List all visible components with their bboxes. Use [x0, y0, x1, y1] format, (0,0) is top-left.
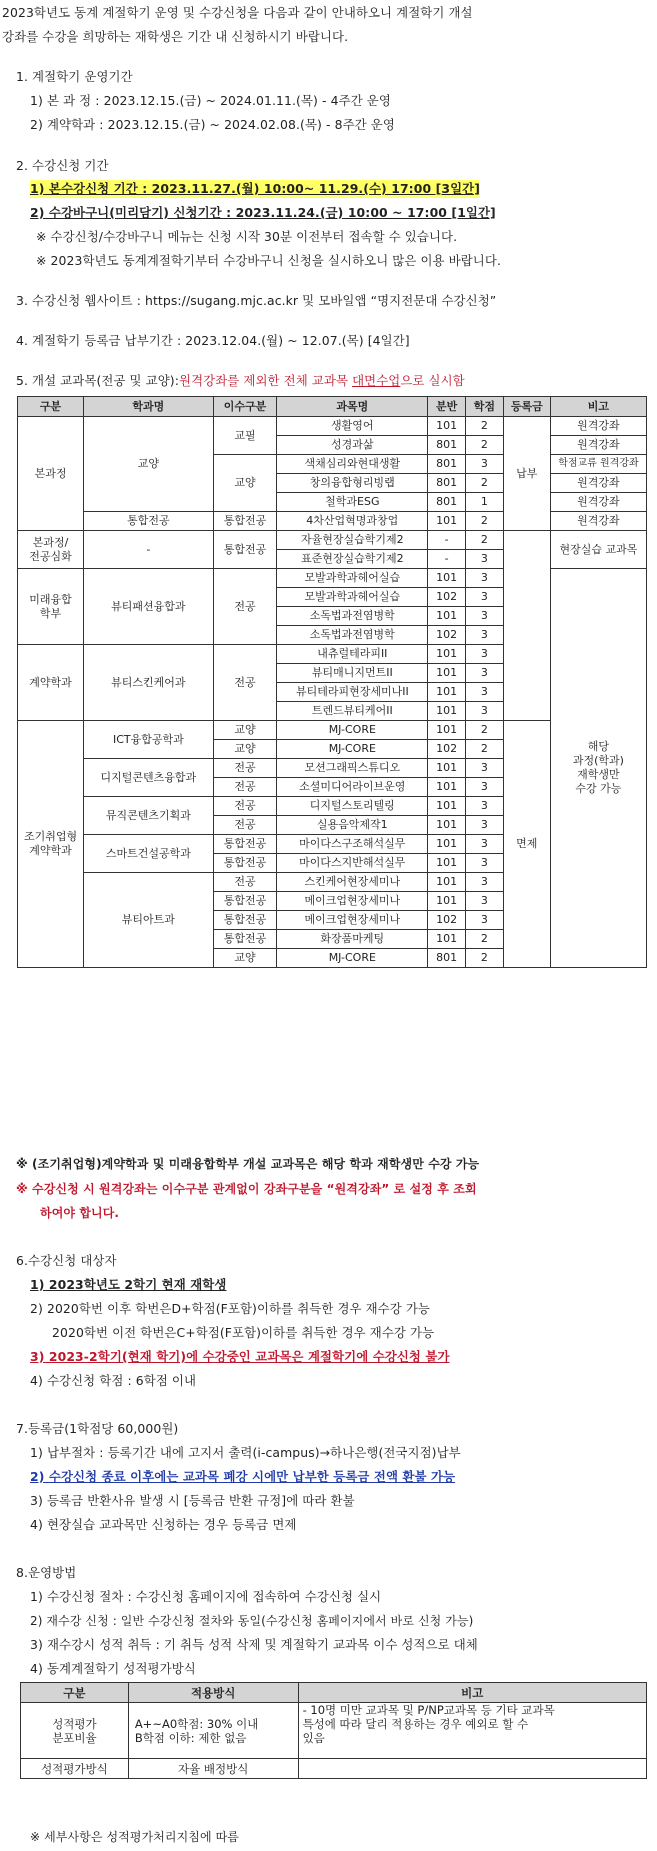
- section-7-item-4: 4) 현장실습 교과목만 신청하는 경우 등록금 면제: [30, 1517, 297, 1532]
- cell-credit: 3: [465, 816, 503, 835]
- cell-credit: 2: [465, 740, 503, 759]
- cell-dept: 스마트건설공학과: [84, 835, 214, 873]
- cell-isu: 전공: [213, 645, 277, 721]
- cell-course: 소셜미디어라이브운영: [277, 778, 428, 797]
- cell-credit: 3: [465, 759, 503, 778]
- th-gubun: 구분: [18, 397, 84, 417]
- cell-course: 색채심리와현대생활: [277, 455, 428, 474]
- section-4-payment: 4. 계절학기 등록금 납부기간 : 2023.12.04.(월) ~ 12.07.(목) [4일간]: [16, 333, 410, 348]
- cell-course: 4차산업혁명과창업: [277, 512, 428, 531]
- cell-isu: 교양: [213, 949, 277, 968]
- cell-credit: 2: [465, 512, 503, 531]
- cell-course: 화장품마케팅: [277, 930, 428, 949]
- th-dept: 학과명: [84, 397, 214, 417]
- cell-gubun: 조기취업형 계약학과: [18, 721, 84, 968]
- cell-dept: ICT융합공학과: [84, 721, 214, 759]
- section-2-title: 2. 수강신청 기간: [16, 158, 109, 173]
- section-1-item-1: 1) 본 과 정 : 2023.12.15.(금) ~ 2024.01.11.(목) - 4주간 운영: [30, 93, 391, 108]
- cell-ban: 101: [428, 854, 466, 873]
- cell-course: 창의융합형리빙랩: [277, 474, 428, 493]
- cell-isu: 전공: [213, 816, 277, 835]
- section-3-website: 3. 수강신청 웹사이트 : https://sugang.mjc.ac.kr 및 모바일앱 “명지전문대 수강신청”: [16, 293, 497, 308]
- cell-ban: 101: [428, 816, 466, 835]
- th-note: 비고: [298, 1683, 646, 1703]
- cell-credit: 2: [465, 436, 503, 455]
- cell-course: 모발과학과헤어실습: [277, 569, 428, 588]
- cell-ban: 102: [428, 740, 466, 759]
- cell-isu: 통합전공: [213, 512, 277, 531]
- section-7-item-1: 1) 납부절차 : 등록기간 내에 고지서 출력(i-campus)→하나은행(전국지점)납부: [30, 1445, 461, 1460]
- section-6-item-3: 3) 2023-2학기(현재 학기)에 수강중인 교과목은 계절학기에 수강신청 불가: [30, 1349, 450, 1364]
- cell-course: 모션그래픽스튜디오: [277, 759, 428, 778]
- cell-course: 소독법과전염병학: [277, 607, 428, 626]
- section-2-note-2: ※ 2023학년도 동계계절학기부터 수강바구니 신청을 실시하오니 많은 이용 바랍니다.: [36, 253, 501, 268]
- cell-dept: 통합전공: [84, 512, 214, 531]
- cell-credit: 2: [465, 721, 503, 740]
- cell-dept: 교양: [84, 417, 214, 512]
- cell-credit: 3: [465, 550, 503, 569]
- cell-ban: 801: [428, 949, 466, 968]
- section-1-item-2: 2) 계약학과 : 2023.12.15.(금) ~ 2024.02.08.(목) - 8주간 운영: [30, 117, 395, 132]
- footnote: ※ 세부사항은 성적평가처리지침에 따름: [30, 1830, 239, 1844]
- th-fee: 등록금: [503, 397, 550, 417]
- th-course: 과목명: [277, 397, 428, 417]
- cell-credit: 1: [465, 493, 503, 512]
- section-8-item-2: 2) 재수강 신청 : 일반 수강신청 절차와 동일(수강신청 홈페이지에서 바로 신청 가능): [30, 1614, 474, 1628]
- cell-ban: 102: [428, 911, 466, 930]
- cell-credit: 3: [465, 702, 503, 721]
- cell-ban: 101: [428, 797, 466, 816]
- cell-ban: -: [428, 550, 466, 569]
- s6-i1-text: 1) 2023학년도 2학기 현재 재학생: [30, 1277, 227, 1292]
- cell-course: 메이크업현장세미나: [277, 911, 428, 930]
- cell-isu: 통합전공: [213, 930, 277, 949]
- cell-dept: 뷰티아트과: [84, 873, 214, 968]
- section-5-title-b: 원격강좌를 제외한 전체 교과목: [179, 373, 353, 388]
- cell-ban: 101: [428, 702, 466, 721]
- cell-ban: 101: [428, 778, 466, 797]
- cell-credit: 3: [465, 854, 503, 873]
- section-8-item-3: 3) 재수강시 성적 취득 : 기 취득 성적 삭제 및 계절학기 교과목 이수 성적으로 대체: [30, 1637, 478, 1652]
- cell-credit: 3: [465, 588, 503, 607]
- cell-empty: [298, 1759, 646, 1779]
- cell-credit: 3: [465, 892, 503, 911]
- th-method: 적용방식: [128, 1683, 298, 1703]
- cell-course: 마이다스지반해석실무: [277, 854, 428, 873]
- cell-course: MJ-CORE: [277, 721, 428, 740]
- cell-isu: 전공: [213, 569, 277, 645]
- cell-course: 모발과학과헤어실습: [277, 588, 428, 607]
- cell-grading-distribution: 성적평가 분포비율: [21, 1703, 129, 1759]
- intro-line-1: 2023학년도 동계 계절학기 운영 및 수강신청을 다음과 같이 안내하오니 계절학기 개설: [2, 5, 473, 20]
- cell-credit: 3: [465, 664, 503, 683]
- cell-gubun: 본과정/ 전공심화: [18, 531, 84, 569]
- cell-course: 트렌드뷰티케어II: [277, 702, 428, 721]
- cell-course: 철학과ESG: [277, 493, 428, 512]
- section-8-item-1: 1) 수강신청 절차 : 수강신청 홈페이지에 접속하여 수강신청 실시: [30, 1589, 382, 1604]
- cell-course: 뷰티매니지먼트II: [277, 664, 428, 683]
- section-5-title-c: 대면수업: [352, 373, 401, 388]
- th-note: 비고: [550, 397, 646, 417]
- cell-ban: 102: [428, 626, 466, 645]
- cell-isu: 통합전공: [213, 854, 277, 873]
- cell-ban: -: [428, 531, 466, 550]
- cell-credit: 3: [465, 569, 503, 588]
- section-2-item-1: 1) 본수강신청 기간 : 2023.11.27.(월) 10:00~ 11.29.(수) 17:00 [3일간]: [30, 181, 480, 196]
- cell-gubun: 미래융합 학부: [18, 569, 84, 645]
- section-6-item-2b: 2020학번 이전 학번은C+학점(F포함)이하를 취득한 경우 재수강 가능: [52, 1325, 435, 1340]
- section-8-item-4: 4) 동계계절학기 성적평가방식: [30, 1661, 196, 1676]
- cell-isu: 전공: [213, 873, 277, 892]
- section-5-title: [16, 372, 465, 390]
- cell-ban: 801: [428, 436, 466, 455]
- cell-course: 자율현장실습학기제2: [277, 531, 428, 550]
- cell-credit: 3: [465, 607, 503, 626]
- cell-course: 소독법과전염병학: [277, 626, 428, 645]
- cell-isu: 교필: [213, 417, 277, 455]
- cell-course: 생활영어: [277, 417, 428, 436]
- cell-ban: 101: [428, 607, 466, 626]
- section-6-item-2a: 2) 2020학번 이후 학번은D+학점(F포함)이하를 취득한 경우 재수강 가능: [30, 1301, 431, 1316]
- cell-credit: 3: [465, 835, 503, 854]
- cell-isu: 교양: [213, 740, 277, 759]
- cell-gubun: 계약학과: [18, 645, 84, 721]
- section-7-title: 7.등록금(1학점당 60,000원): [16, 1421, 179, 1436]
- cell-note: 해당 과정(학과) 재학생만 수강 가능: [550, 569, 646, 968]
- cell-dept: 뷰티패션융합과: [84, 569, 214, 645]
- section-5-title-a: 5. 개설 교과목(전공 및 교양):: [16, 373, 180, 388]
- cell-grading-method: 성적평가방식: [21, 1759, 129, 1779]
- cell-isu: 전공: [213, 778, 277, 797]
- cell-course: 스킨케어현장세미나: [277, 873, 428, 892]
- cell-credit: 2: [465, 531, 503, 550]
- intro-line-2: 강좌를 수강을 희망하는 재학생은 기간 내 신청하시기 바랍니다.: [2, 29, 349, 44]
- cell-note: 현장실습 교과목: [550, 531, 646, 569]
- section-7-item-2: 2) 수강신청 종료 이후에는 교과목 폐강 시에만 납부한 등록금 전액 환불 가능: [30, 1469, 456, 1484]
- cell-credit: 3: [465, 778, 503, 797]
- section-7-item-3: 3) 등록금 반환사유 발생 시 [등록금 반환 규정]에 따라 환불: [30, 1493, 355, 1508]
- cell-ban: 101: [428, 930, 466, 949]
- th-ban: 분반: [428, 397, 466, 417]
- cell-isu: 교양: [213, 455, 277, 512]
- cell-course: 메이크업현장세미나: [277, 892, 428, 911]
- cell-credit: 2: [465, 949, 503, 968]
- section-1-title: 1. 계절학기 운영기간: [16, 69, 133, 84]
- cell-isu: 통합전공: [213, 531, 277, 569]
- cell-course: 디지털스토리텔링: [277, 797, 428, 816]
- table-note-1: ※ (조기취업형)계약학과 및 미래융합학부 개설 교과목은 해당 학과 재학생만 수강 가능: [16, 1157, 480, 1171]
- cell-course: 표준현장실습학기제2: [277, 550, 428, 569]
- cell-gubun: 본과정: [18, 417, 84, 531]
- cell-fee: [503, 531, 550, 721]
- cell-note: 원격강좌: [550, 417, 646, 436]
- cell-ban: 101: [428, 664, 466, 683]
- cell-course: 성경과삶: [277, 436, 428, 455]
- th-isu: 이수구분: [213, 397, 277, 417]
- table-note-2b: 하여야 합니다.: [40, 1206, 120, 1220]
- cell-ban: 101: [428, 645, 466, 664]
- th-gubun: 구분: [21, 1683, 129, 1703]
- cell-note: 원격강좌: [550, 512, 646, 531]
- cell-credit: 3: [465, 797, 503, 816]
- cell-isu: 통합전공: [213, 911, 277, 930]
- cell-grading-exception: - 10명 미만 교과목 및 P/NP교과목 등 기타 교과목 특성에 따라 달리 적용하는 경우 예외로 할 수 있음: [298, 1703, 646, 1759]
- cell-ban: 101: [428, 892, 466, 911]
- section-6-item-1: [30, 1276, 226, 1294]
- cell-course: 내츄럴테라피II: [277, 645, 428, 664]
- cell-ban: 801: [428, 474, 466, 493]
- cell-credit: 2: [465, 474, 503, 493]
- cell-note: 원격강좌: [550, 436, 646, 455]
- cell-credit: 3: [465, 911, 503, 930]
- cell-isu: 전공: [213, 797, 277, 816]
- cell-fee: 면제: [503, 721, 550, 968]
- cell-ban: 101: [428, 417, 466, 436]
- cell-course: 뷰티테라피현장세미나II: [277, 683, 428, 702]
- cell-course: 실용음악제작1: [277, 816, 428, 835]
- section-8-title: 8.운영방법: [16, 1565, 77, 1580]
- cell-ban: 102: [428, 588, 466, 607]
- cell-credit: 3: [465, 683, 503, 702]
- cell-course: MJ-CORE: [277, 949, 428, 968]
- cell-note: 원격강좌: [550, 493, 646, 512]
- cell-dept: 뷰티스킨케어과: [84, 645, 214, 721]
- cell-ban: 801: [428, 493, 466, 512]
- cell-isu: 전공: [213, 759, 277, 778]
- cell-ban: 101: [428, 569, 466, 588]
- cell-fee: 납부: [503, 417, 550, 531]
- cell-ban: 101: [428, 512, 466, 531]
- cell-dept: 뮤직콘텐츠기획과: [84, 797, 214, 835]
- course-table: [17, 396, 647, 968]
- table-note-2a: ※ 수강신청 시 원격강좌는 이수구분 관계없이 강좌구분을 “원격강좌” 로 설정 후 조회: [16, 1182, 477, 1196]
- section-2-item-2: 2) 수강바구니(미리담기) 신청기간 : 2023.11.24.(금) 10:00 ~ 17:00 [1일간]: [30, 205, 496, 220]
- cell-credit: 2: [465, 930, 503, 949]
- cell-credit: 3: [465, 873, 503, 892]
- th-credit: 학점: [465, 397, 503, 417]
- cell-ban: 101: [428, 683, 466, 702]
- cell-course: MJ-CORE: [277, 740, 428, 759]
- cell-dept: 디지털콘텐츠융합과: [84, 759, 214, 797]
- section-6-title: 6.수강신청 대상자: [16, 1253, 117, 1268]
- cell-course: 마이다스구조해석실무: [277, 835, 428, 854]
- cell-credit: 3: [465, 455, 503, 474]
- cell-ban: 801: [428, 455, 466, 474]
- cell-isu: 통합전공: [213, 835, 277, 854]
- cell-note: 학점교류 원격강좌: [550, 455, 646, 474]
- cell-grading-auto: 자율 배정방식: [128, 1759, 298, 1779]
- cell-dept: -: [84, 531, 214, 569]
- grading-table: [20, 1682, 647, 1779]
- cell-ban: 101: [428, 835, 466, 854]
- section-2-note-1: ※ 수강신청/수강바구니 메뉴는 신청 시작 30분 이전부터 접속할 수 있습니다.: [36, 229, 458, 244]
- cell-ban: 101: [428, 873, 466, 892]
- cell-credit: 3: [465, 645, 503, 664]
- cell-ban: 101: [428, 759, 466, 778]
- cell-grading-ratio: A+~A0학점: 30% 이내 B학점 이하: 제한 없음: [128, 1703, 298, 1759]
- cell-ban: 101: [428, 721, 466, 740]
- cell-credit: 2: [465, 417, 503, 436]
- cell-credit: 3: [465, 626, 503, 645]
- cell-isu: 교양: [213, 721, 277, 740]
- cell-note: 원격강좌: [550, 474, 646, 493]
- section-6-item-4: 4) 수강신청 학점 : 6학점 이내: [30, 1373, 197, 1388]
- cell-isu: 통합전공: [213, 892, 277, 911]
- section-5-title-d: 으로 실시함: [400, 373, 465, 388]
